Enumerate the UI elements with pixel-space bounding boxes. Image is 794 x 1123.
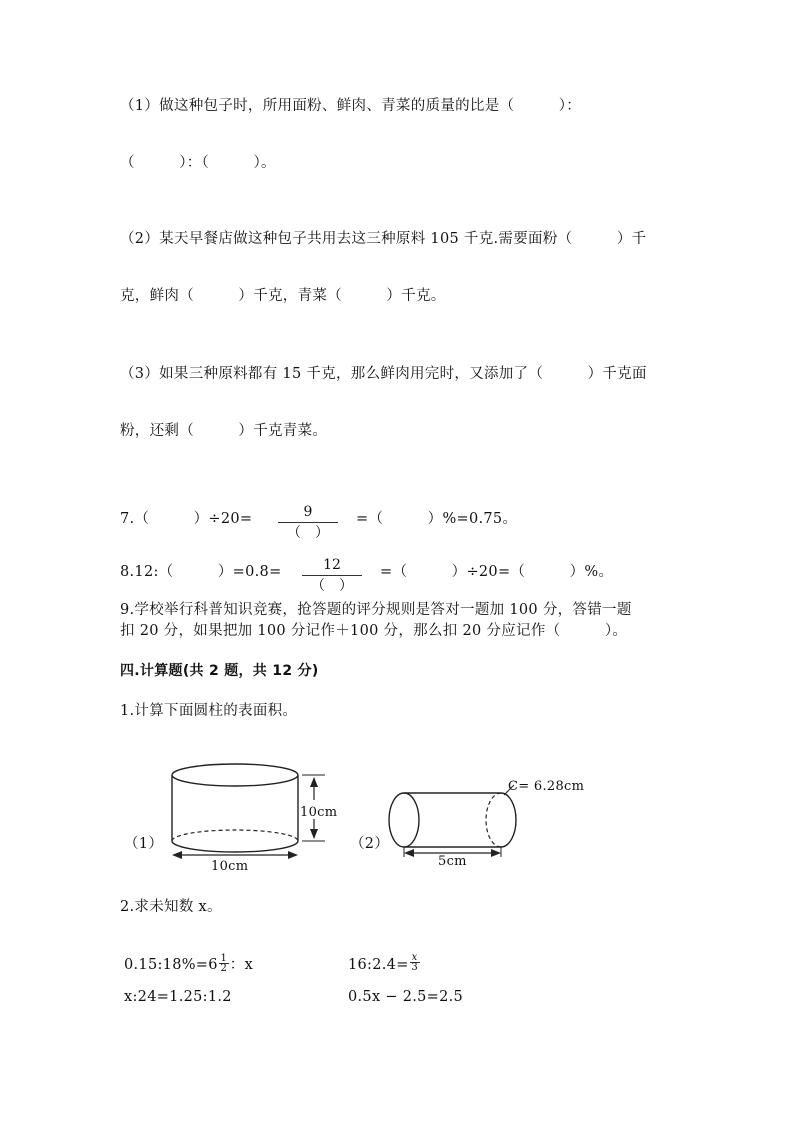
fig1-label: （1） bbox=[124, 836, 164, 852]
eq1-frac-den: 2 bbox=[220, 963, 228, 974]
eq1-pre: 0.15:18%=6 bbox=[124, 957, 218, 973]
fraction-bar bbox=[302, 575, 362, 576]
section4-heading: 四.计算题(共 2 题，共 12 分) bbox=[120, 663, 319, 679]
fig2-circumference-label: C= 6.28cm bbox=[508, 779, 585, 794]
eq2-fraction bbox=[409, 952, 421, 975]
q6-part2-line2: 克，鲜肉（ ）千克，青菜（ ）千克。 bbox=[120, 288, 446, 304]
eq1-frac-num: 1 bbox=[220, 953, 228, 964]
q6-part1-line1: （1）做这种包子时，所用面粉、鲜肉、青菜的质量的比是（ ）： bbox=[120, 98, 582, 114]
q6-part3-line2: 粉，还剩（ ）千克青菜。 bbox=[120, 423, 328, 439]
equation-3: x:24=1.25:1.2 bbox=[124, 989, 232, 1005]
q7-frac-numerator: 9 bbox=[303, 504, 313, 520]
fig1-height-label: 10cm bbox=[300, 805, 338, 820]
equation-4: 0.5x − 2.5=2.5 bbox=[348, 989, 464, 1005]
q8-frac-denominator: （ ） bbox=[311, 578, 353, 594]
q8-frac-numerator: 12 bbox=[323, 557, 341, 573]
fraction-bar bbox=[278, 522, 338, 523]
q8-left: 8.12:（ ）=0.8= bbox=[120, 564, 282, 580]
equation-1 bbox=[124, 955, 253, 975]
q7-left: 7.（ ）÷20= bbox=[120, 511, 253, 527]
s4-question2: 2.求未知数 x。 bbox=[120, 899, 222, 915]
q9-line1: 9.学校举行科普知识竞赛，抢答题的评分规则是答对一题加 100 分，答错一题 bbox=[120, 602, 632, 618]
q8-right: =（ ）÷20=（ ）%。 bbox=[380, 564, 614, 580]
eq1-post: ：x bbox=[229, 957, 254, 973]
s4-question1: 1.计算下面圆柱的表面积。 bbox=[120, 703, 298, 719]
fig2-length-label: 5cm bbox=[438, 854, 467, 869]
q6-part1-line2: （ ）：（ ）。 bbox=[120, 155, 276, 171]
q9-line2: 扣 20 分，如果把加 100 分记作＋100 分，那么扣 20 分应记作（ ）。 bbox=[120, 623, 628, 639]
eq2-frac-den: 3 bbox=[411, 962, 418, 973]
q7-fraction bbox=[278, 503, 338, 542]
q7-frac-denominator: （ ） bbox=[287, 525, 329, 541]
eq1-fraction bbox=[218, 955, 230, 975]
q6-part3-line1: （3）如果三种原料都有 15 千克，那么鲜肉用完时，又添加了（ ）千克面 bbox=[120, 366, 647, 382]
eq2-pre: 16:2.4= bbox=[348, 957, 409, 973]
q7-right: =（ ）%=0.75。 bbox=[356, 511, 518, 527]
eq2-frac-num: x bbox=[411, 952, 418, 963]
fig1-diameter-label: 10cm bbox=[211, 859, 249, 874]
q6-part2-line1: （2）某天早餐店做这种包子共用去这三种原料 105 千克.需要面粉（ ）千 bbox=[120, 231, 647, 247]
fig2-label: （2） bbox=[350, 836, 390, 852]
equation-2 bbox=[348, 952, 421, 975]
q8-fraction bbox=[302, 556, 362, 595]
